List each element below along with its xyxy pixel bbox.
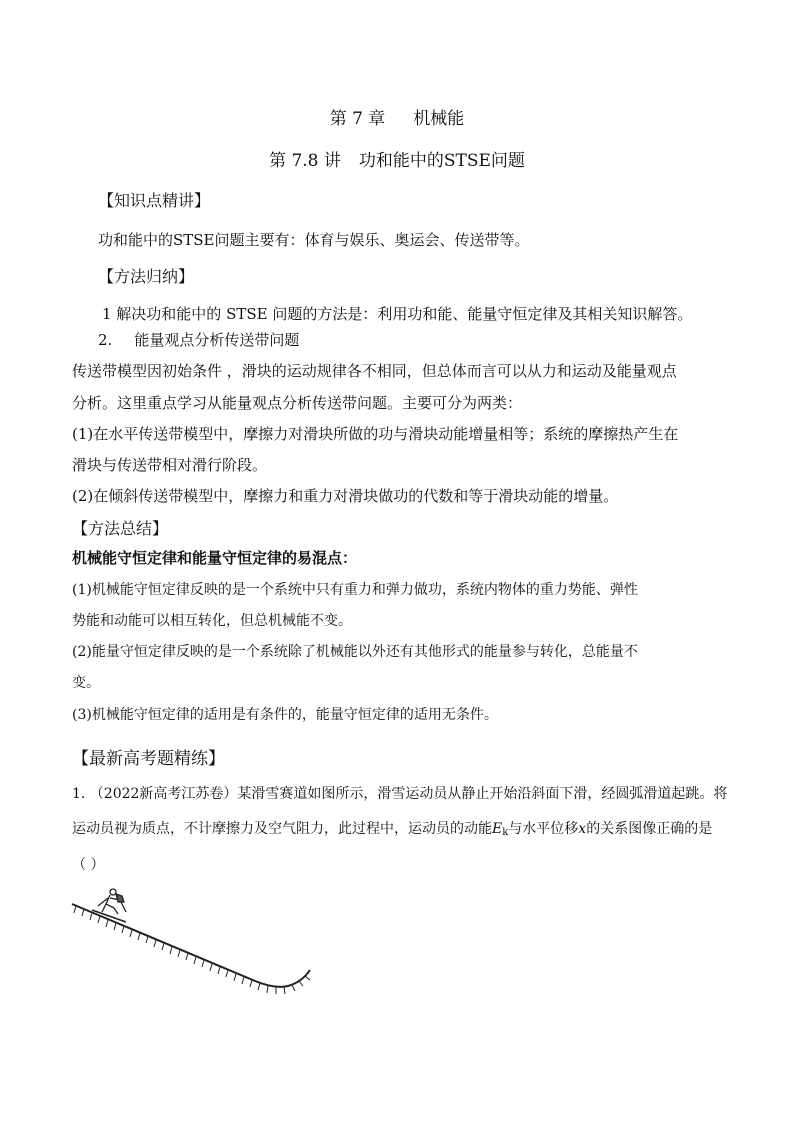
method-paragraph-1-line-2: 分析。这里重点学习从能量观点分析传送带问题。主要可分为两类： (72, 394, 523, 412)
method-item-2-number: 2. (98, 331, 113, 349)
kinetic-energy-subscript: k (502, 827, 509, 838)
method-paragraph-2-line-1: (1)在水平传送带模型中，摩擦力对滑块所做的功与滑块动能增量相等；系统的摩擦热产生在 (72, 425, 679, 443)
chapter-name: 机械能 (413, 109, 465, 129)
ski-slope-curve (72, 904, 310, 987)
chapter-number: 第 7 章 (329, 109, 386, 129)
method-item-2-text: 能量观点分析传送带问题 (134, 331, 300, 349)
summary-item-1-line-1: (1)机械能守恒定律反映的是一个系统中只有重力和弹力做功，系统内物体的重力势能、弹性 (72, 582, 638, 598)
method-item-2 (98, 329, 299, 350)
question-1-text-b: 与水平位移 (508, 821, 579, 837)
kinetic-energy-symbol: E (492, 821, 503, 837)
summary-item-3: (3)机械能守恒定律的适用是有条件的，能量守恒定律的适用无条件。 (72, 707, 498, 723)
lecture-name: 功和能中的STSE问题 (358, 151, 525, 171)
summary-subheading: 机械能守恒定律和能量守恒定律的易混点： (72, 549, 358, 567)
question-1-text-a: 运动员视为质点，不计摩擦力及空气阻力，此过程中，运动员的动能 (72, 821, 492, 837)
summary-item-1-line-2: 势能和动能可以相互转化，但总机械能不变。 (72, 613, 352, 629)
answer-parentheses: （ ） (72, 857, 105, 873)
lecture-number: 第 7.8 讲 (269, 151, 341, 171)
summary-item-2-line-2: 变。 (72, 675, 100, 691)
summary-heading: 【方法总结】 (72, 519, 169, 538)
displacement-symbol: x (578, 821, 587, 837)
summary-item-2-line-1: (2)能量守恒定律反映的是一个系统除了机械能以外还有其他形式的能量参与转化，总能量不 (72, 644, 638, 660)
method-paragraph-3: (2)在倾斜传送带模型中，摩擦力和重力对滑块做功的代数和等于滑块动能的增量。 (72, 487, 619, 505)
skier-icon (92, 889, 126, 922)
ski-track-figure (70, 886, 320, 1006)
question-1-text-c: 的关系图像正确的是 (586, 821, 713, 837)
chapter-title (0, 104, 794, 129)
method-heading: 【方法归纳】 (98, 267, 195, 286)
method-item-1: 1 解决功和能中的 STSE 问题的方法是：利用功和能、能量守恒定律及其相关知识解答。 (102, 305, 693, 323)
exam-heading: 【最新高考题精练】 (72, 749, 225, 769)
question-1-line-1: 1. （2022新高考江苏卷）某滑雪赛道如图所示，滑雪运动员从静止开始沿斜面下滑，经圆弧滑道起跳。将 (72, 786, 728, 802)
question-1-line-2 (72, 818, 712, 838)
knowledge-heading: 【知识点精讲】 (98, 191, 211, 210)
method-paragraph-2-line-2: 滑块与传送带相对滑行阶段。 (72, 456, 268, 474)
method-paragraph-1-line-1: 传送带模型因初始条件 ，滑块的运动规律各不相同，但总体而言可以从力和运动及能量观点 (72, 362, 677, 380)
lecture-title (0, 146, 794, 171)
knowledge-text: 功和能中的STSE问题主要有：体育与娱乐、奥运会、传送带等。 (98, 231, 530, 249)
